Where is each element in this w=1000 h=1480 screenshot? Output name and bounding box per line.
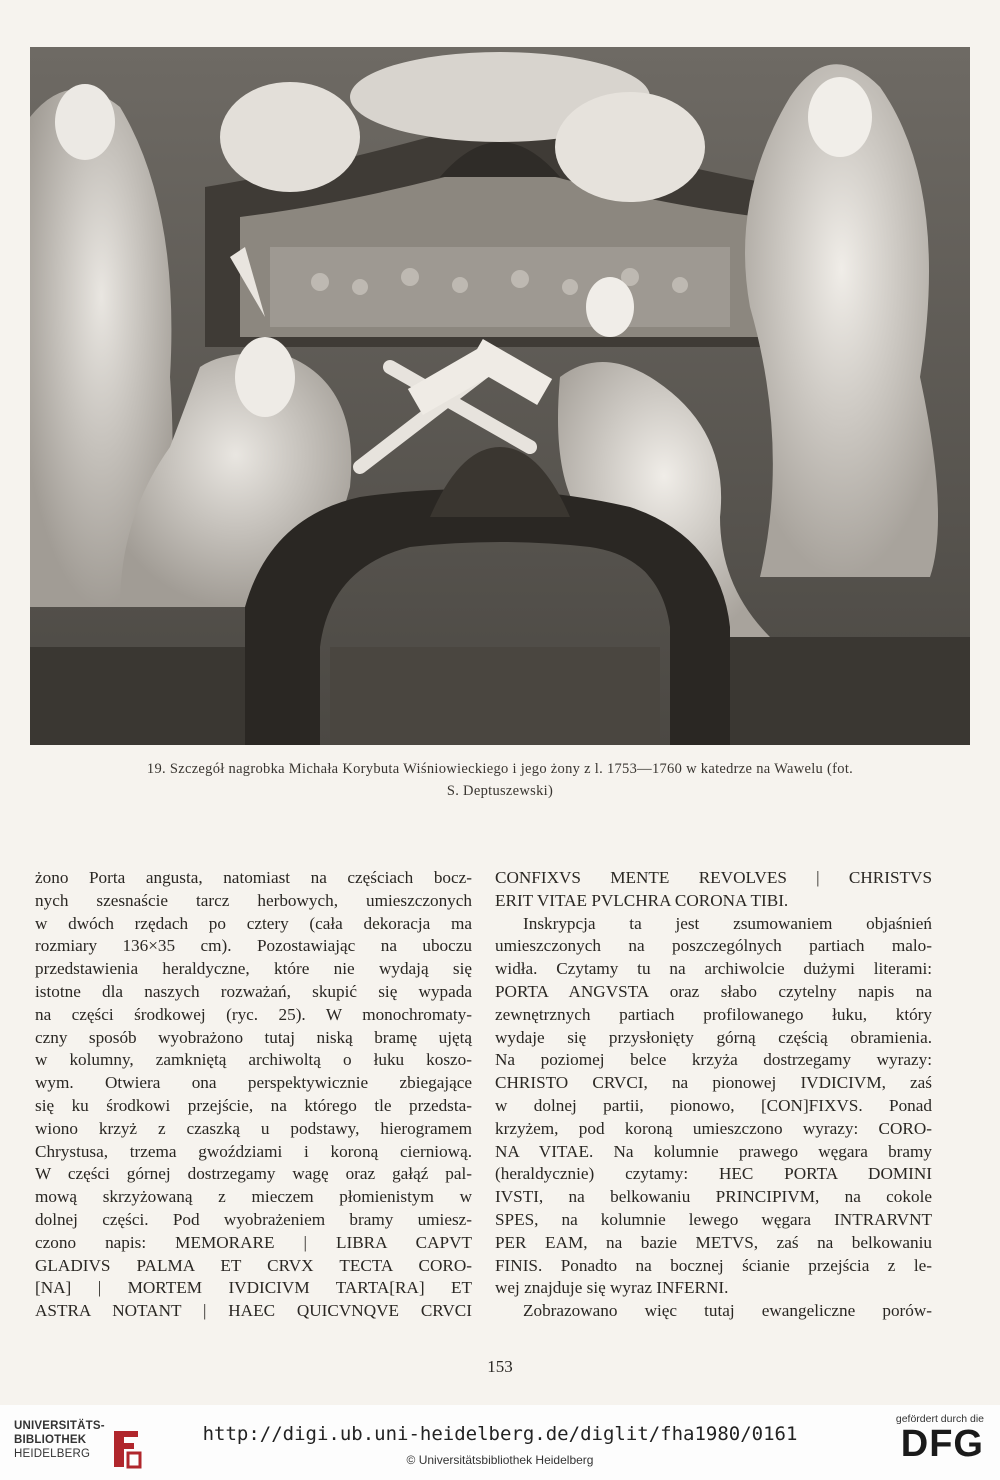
text-line: IVSTI, na belkowaniu PRINCIPIVM, na cokole <box>495 1187 932 1207</box>
text-line: PER EAM, na bazie METVS, zaś na belkowaniu <box>495 1232 932 1252</box>
dfg-logo-text: DFG <box>900 1423 984 1465</box>
text-line: w kolumny, zamkniętą archiwoltą o łuku koszo- <box>35 1050 472 1070</box>
copyright-notice: © Universitätsbibliothek Heidelberg <box>406 1453 594 1467</box>
text-line: ASTRA NOTANT | HAEC QUICVNQVE CRVCI <box>35 1301 472 1321</box>
text-line: NA VITAE. Na kolumnie prawego węgara bramy <box>495 1141 932 1161</box>
text-line: wym. Otwiera ona perspektywicznie zbiegające <box>35 1073 472 1093</box>
text-line: widła. Czytamy tu na archiwolcie dużymi literami: <box>495 959 932 979</box>
library-name-line-3: HEIDELBERG <box>14 1448 91 1460</box>
text-line: Inskrypcja ta jest zsumowaniem objaśnień <box>523 913 932 933</box>
text-line: FINIS. Ponadto na bocznej ścianie przejścia z le- <box>495 1255 932 1275</box>
text-line: czono napis: MEMORARE | LIBRA CAPVT <box>35 1232 472 1252</box>
text-line: ERIT VITAE PVLCHRA CORONA TIBI. <box>495 890 789 910</box>
text-line: wiono krzyż z czaszką u podstawy, hierogramem <box>35 1118 472 1138</box>
text-line: dolnej części. Pod wyobrażeniem bramy umiesz- <box>35 1209 472 1229</box>
text-line: wej znajduje się wyraz INFERNI. <box>495 1278 729 1298</box>
text-line: Chrystusa, trzema gwoździami i koroną cierniową. <box>35 1141 472 1161</box>
text-line: istotne dla naszych rozważań, skupić się wypada <box>35 981 472 1001</box>
page-number: 153 <box>487 1357 513 1376</box>
text-line: czny sposób wyobrażono tutaj niską bramę ujętą <box>35 1027 472 1047</box>
sculpture-photo <box>30 47 970 745</box>
text-line: (heraldycznie) czytamy: HEC PORTA DOMINI <box>495 1164 932 1184</box>
text-line: CHRISTO CRVCI, na pionowej IVDICIVM, zaś <box>495 1073 932 1093</box>
tomb-monument-illustration <box>30 47 970 745</box>
text-line: wydaje się przysłonięty górną częścią obramienia. <box>495 1027 932 1047</box>
text-line: rozmiary 136×35 cm). Pozostawiając na uboczu <box>35 936 472 956</box>
digitization-footer <box>0 1405 1000 1480</box>
text-line: przedstawienia heraldyczne, które nie wydają się <box>35 959 472 979</box>
text-column-right <box>495 867 932 1323</box>
figure-caption <box>30 758 970 802</box>
text-line: Na poziomej belce krzyża dostrzegamy wyrazy: <box>495 1050 932 1070</box>
text-line: w dwóch rzędach po cztery (cała dekoracja ma <box>35 913 472 933</box>
text-line: [NA] | MORTEM IVDICIVM TARTA[RA] ET <box>35 1278 472 1298</box>
text-line: w dolnej partii, pionowo, [CON]FIXVS. Ponad <box>495 1095 932 1115</box>
text-line: GLADIVS PALMA ET CRVX TECTA CORO- <box>35 1255 472 1275</box>
permalink-url[interactable]: http://digi.ub.uni-heidelberg.de/diglit/fha1980/0161 <box>202 1423 798 1445</box>
text-line: nych szesnaście tarcz herbowych, umieszczonych <box>35 890 472 910</box>
caption-line-1: 19. Szczegół nagrobka Michała Korybuta Wiśniowieckiego i jego żony z l. 1753—1760 w katedrze na Wawelu (fot. <box>146 761 854 777</box>
text-line: umieszczonych na poszczególnych partiach malo- <box>495 936 932 956</box>
text-line: na części środkowej (ryc. 25). W monochromaty- <box>35 1004 472 1024</box>
text-line: CONFIXVS MENTE REVOLVES | CHRISTVS <box>495 868 932 887</box>
funding-label: gefördert durch die <box>895 1413 984 1425</box>
text-line: się ku środkowi przejście, na którego tle przedsta- <box>35 1095 472 1115</box>
text-line: żono Porta angusta, natomiast na częściach bocz- <box>35 868 472 887</box>
text-line: mową skrzyżowaną z mieczem płomienistym w <box>35 1187 472 1207</box>
caption-line-2: S. Deptuszewski) <box>446 783 554 799</box>
text-line: W części górnej dostrzegamy wagę oraz gałąź pal- <box>35 1164 472 1184</box>
text-column-left <box>35 867 472 1323</box>
library-name-line-2: BIBLIOTHEK <box>14 1434 87 1446</box>
text-line: PORTA ANGVSTA oraz słabo czytelny napis na <box>495 981 932 1001</box>
text-line: krzyżem, pod koroną umieszczono wyrazy: CORO- <box>495 1118 932 1138</box>
text-line: SPES, na kolumnie lewego węgara INTRARVNT <box>495 1209 932 1229</box>
dfg-funding-logo[interactable] <box>874 1413 984 1463</box>
text-line: zewnętrznych partiach profilowanego łuku, który <box>495 1004 932 1024</box>
text-line: Zobrazowano więc tutaj ewangeliczne porów- <box>523 1301 932 1321</box>
library-name-line-1: UNIVERSITÄTS- <box>14 1420 105 1432</box>
